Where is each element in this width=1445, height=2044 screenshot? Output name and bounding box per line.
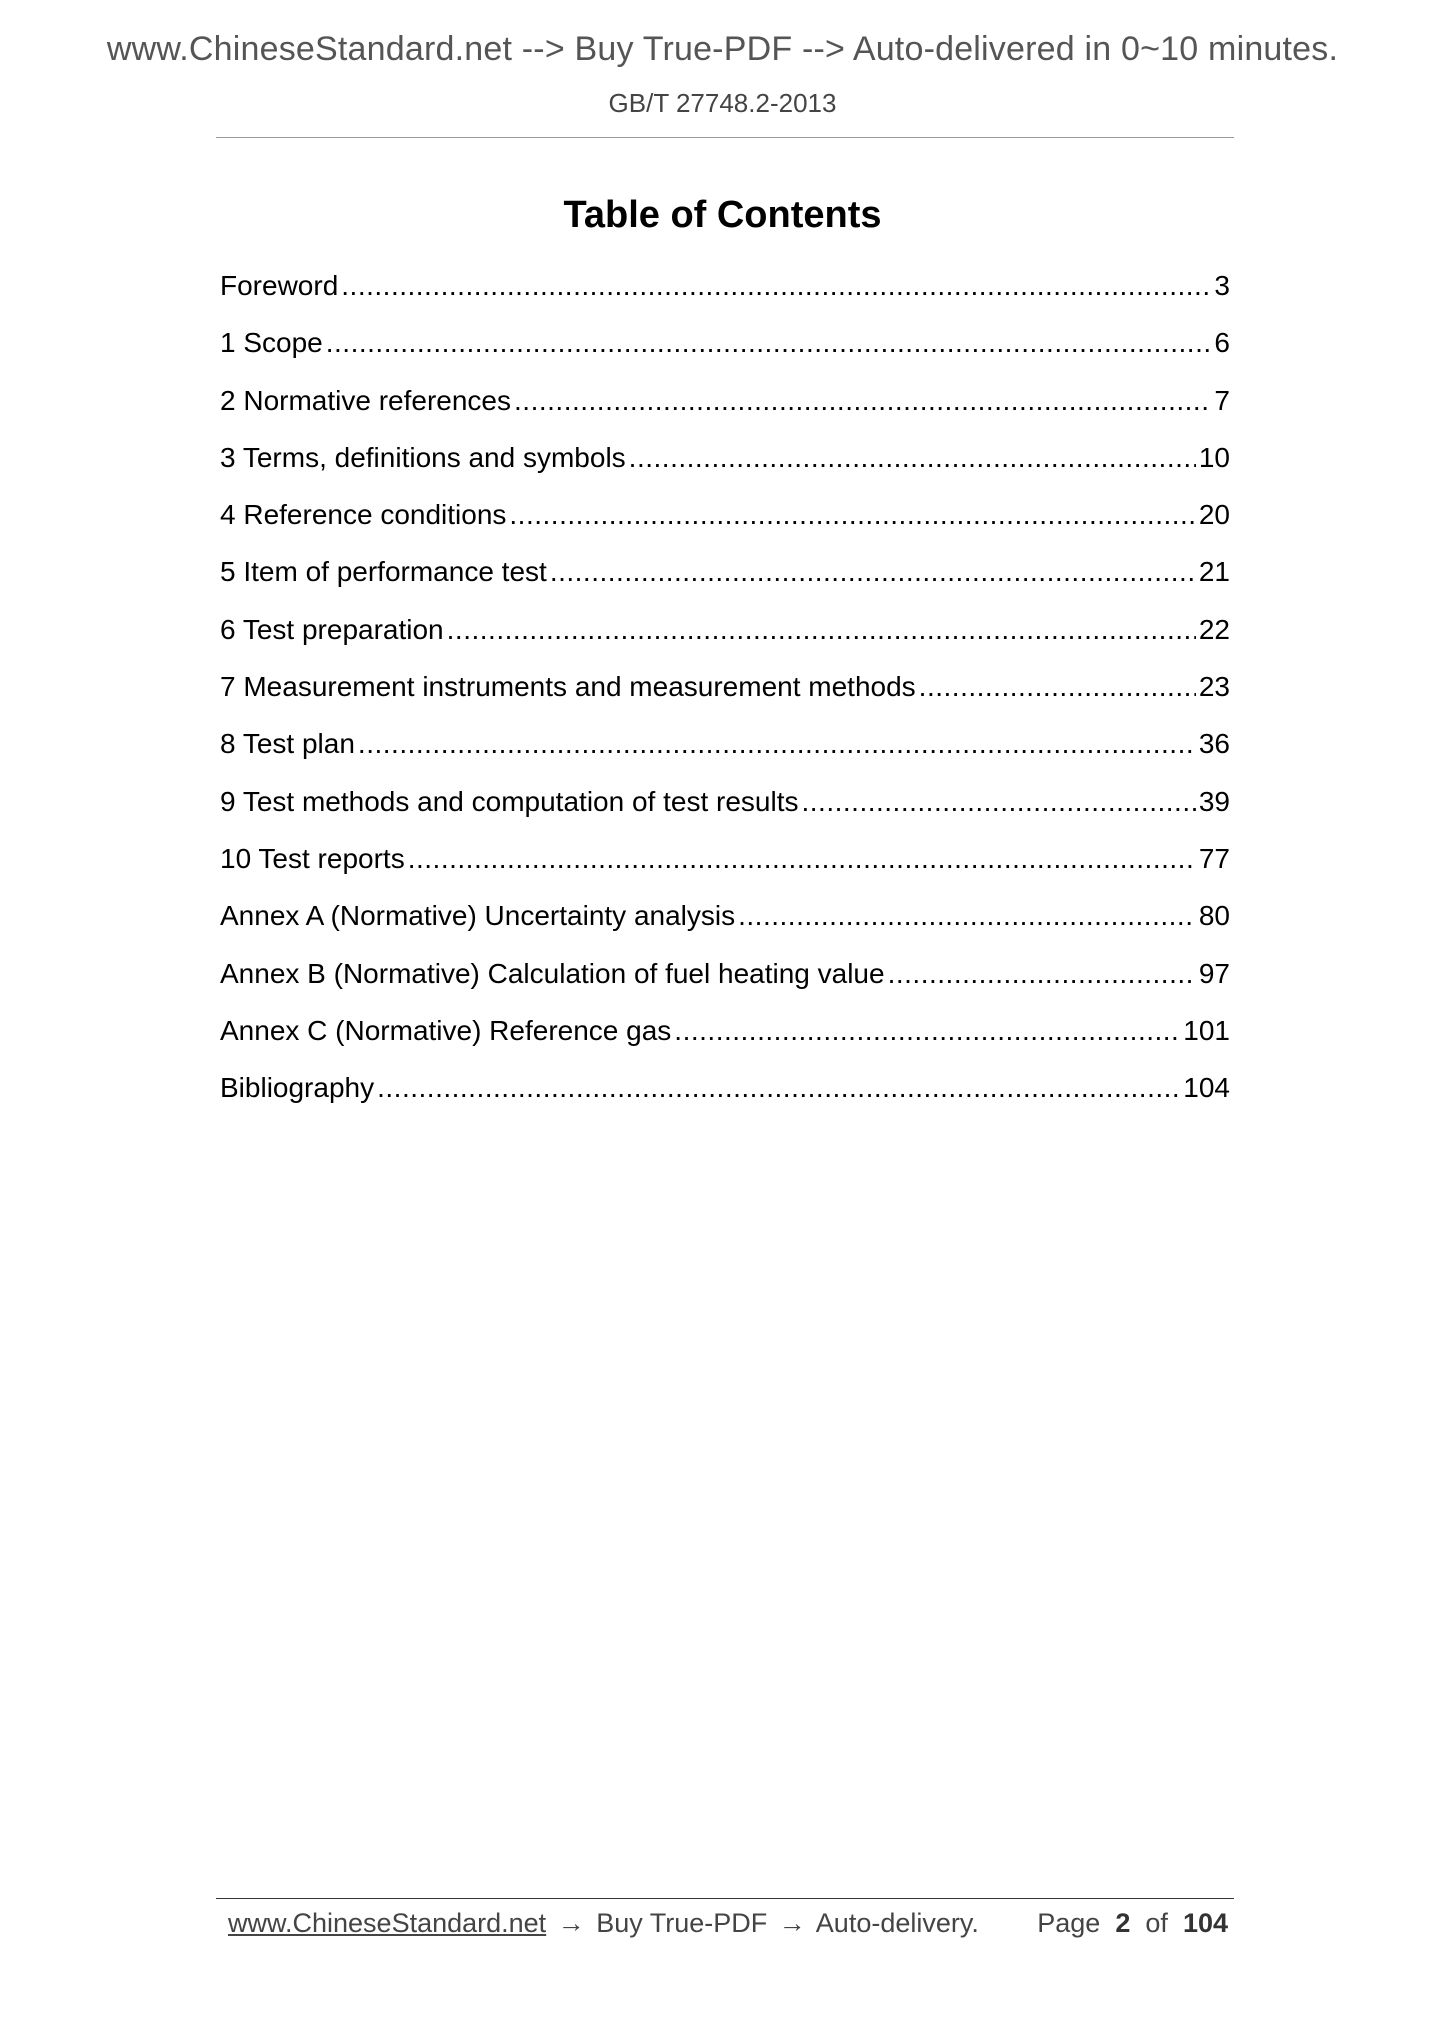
- header-divider: [216, 137, 1234, 138]
- toc-dot-leader: [509, 491, 1195, 539]
- toc-dot-leader: [629, 434, 1196, 482]
- toc-entry-page: 3: [1214, 270, 1230, 301]
- toc-entry-label: 1 Scope: [220, 327, 323, 359]
- toc-entry-label: 4 Reference conditions: [220, 499, 507, 531]
- toc-entry-page: 101: [1183, 1014, 1230, 1046]
- toc-entry[interactable]: [220, 835, 1230, 892]
- toc-dot-leader: [514, 377, 1211, 425]
- toc-entry-page: 21: [1198, 556, 1230, 588]
- toc-entry-label: 6 Test preparation: [220, 613, 444, 645]
- toc-entry[interactable]: [220, 720, 1230, 777]
- toc-entry-label: Annex B (Normative) Calculation of fuel heating value: [220, 957, 885, 989]
- toc-entry-page: 77: [1198, 842, 1230, 874]
- toc-entry-page: 6: [1214, 327, 1230, 359]
- toc-entry-label: 7 Measurement instruments and measurement methods: [220, 671, 916, 703]
- toc-dot-leader: [377, 1064, 1180, 1112]
- toc-entry[interactable]: [220, 319, 1230, 376]
- toc-entry[interactable]: [220, 1064, 1230, 1121]
- toc-entry[interactable]: [220, 548, 1230, 605]
- toc-list: [220, 262, 1230, 1121]
- toc-entry[interactable]: [220, 491, 1230, 548]
- toc-entry-page: 10: [1198, 441, 1230, 473]
- toc-entry[interactable]: [220, 950, 1230, 1007]
- site-link[interactable]: www.ChineseStandard.net: [228, 1908, 547, 1938]
- footer-divider: [216, 1898, 1234, 1899]
- toc-entry[interactable]: [220, 606, 1230, 663]
- toc-dot-leader: [888, 950, 1196, 998]
- site-banner: www.ChineseStandard.net --> Buy True-PDF --> Auto-delivered in 0~10 minutes.: [106, 30, 1339, 68]
- toc-entry[interactable]: [220, 778, 1230, 835]
- page-number: [1037, 1905, 1228, 1941]
- current-page: 2: [1115, 1908, 1131, 1938]
- delivery-text: Auto-delivery.: [815, 1908, 979, 1938]
- toc-entry-label: 8 Test plan: [220, 728, 355, 760]
- toc-entry-label: 9 Test methods and computation of test results: [220, 785, 799, 817]
- toc-entry-label: 5 Item of performance test: [220, 556, 547, 588]
- toc-entry-label: Annex A (Normative) Uncertainty analysis: [220, 900, 736, 932]
- toc-entry[interactable]: [220, 434, 1230, 491]
- toc-entry-page: 23: [1198, 671, 1230, 703]
- toc-entry-page: 39: [1198, 785, 1230, 817]
- toc-entry[interactable]: [220, 377, 1230, 434]
- toc-dot-leader: [550, 548, 1196, 596]
- toc-entry-label: Foreword: [220, 270, 339, 301]
- toc-entry-page: 22: [1198, 613, 1230, 645]
- toc-entry-label: 3 Terms, definitions and symbols: [220, 441, 626, 473]
- of-word: of: [1145, 1908, 1168, 1938]
- buy-pdf-text: Buy True-PDF: [596, 1908, 768, 1938]
- toc-dot-leader: [919, 663, 1196, 711]
- toc-dot-leader: [447, 606, 1196, 654]
- standard-code: GB/T 27748.2-2013: [608, 88, 837, 118]
- page-footer: [228, 1905, 1228, 1941]
- toc-entry-page: 7: [1214, 384, 1230, 416]
- toc-entry-page: 80: [1198, 900, 1230, 932]
- toc-dot-leader: [801, 778, 1195, 826]
- toc-dot-leader: [341, 262, 1211, 310]
- toc-dot-leader: [326, 319, 1212, 367]
- page-word: Page: [1037, 1908, 1101, 1938]
- toc-entry[interactable]: [220, 663, 1230, 720]
- toc-dot-leader: [738, 892, 1196, 940]
- toc-entry-label: 10 Test reports: [220, 842, 405, 874]
- toc-entry-page: 97: [1198, 957, 1230, 989]
- toc-entry[interactable]: [220, 892, 1230, 949]
- toc-dot-leader: [358, 720, 1196, 768]
- toc-entry-label: 2 Normative references: [220, 384, 512, 416]
- arrow-right-icon: →: [557, 1908, 585, 1938]
- toc-entry-label: Bibliography: [220, 1072, 375, 1104]
- toc-dot-leader: [674, 1007, 1180, 1055]
- toc-entry-page: 36: [1198, 728, 1230, 760]
- toc-entry[interactable]: [220, 262, 1230, 319]
- toc-entry-label: Annex C (Normative) Reference gas: [220, 1014, 672, 1046]
- toc-dot-leader: [408, 835, 1196, 883]
- toc-entry[interactable]: [220, 1007, 1230, 1064]
- toc-entry-page: 104: [1183, 1072, 1230, 1104]
- footer-promo: [228, 1905, 979, 1941]
- arrow-right-icon: →: [778, 1908, 806, 1938]
- toc-entry-page: 20: [1198, 499, 1230, 531]
- total-pages: 104: [1182, 1908, 1228, 1938]
- toc-title: Table of Contents: [563, 194, 882, 236]
